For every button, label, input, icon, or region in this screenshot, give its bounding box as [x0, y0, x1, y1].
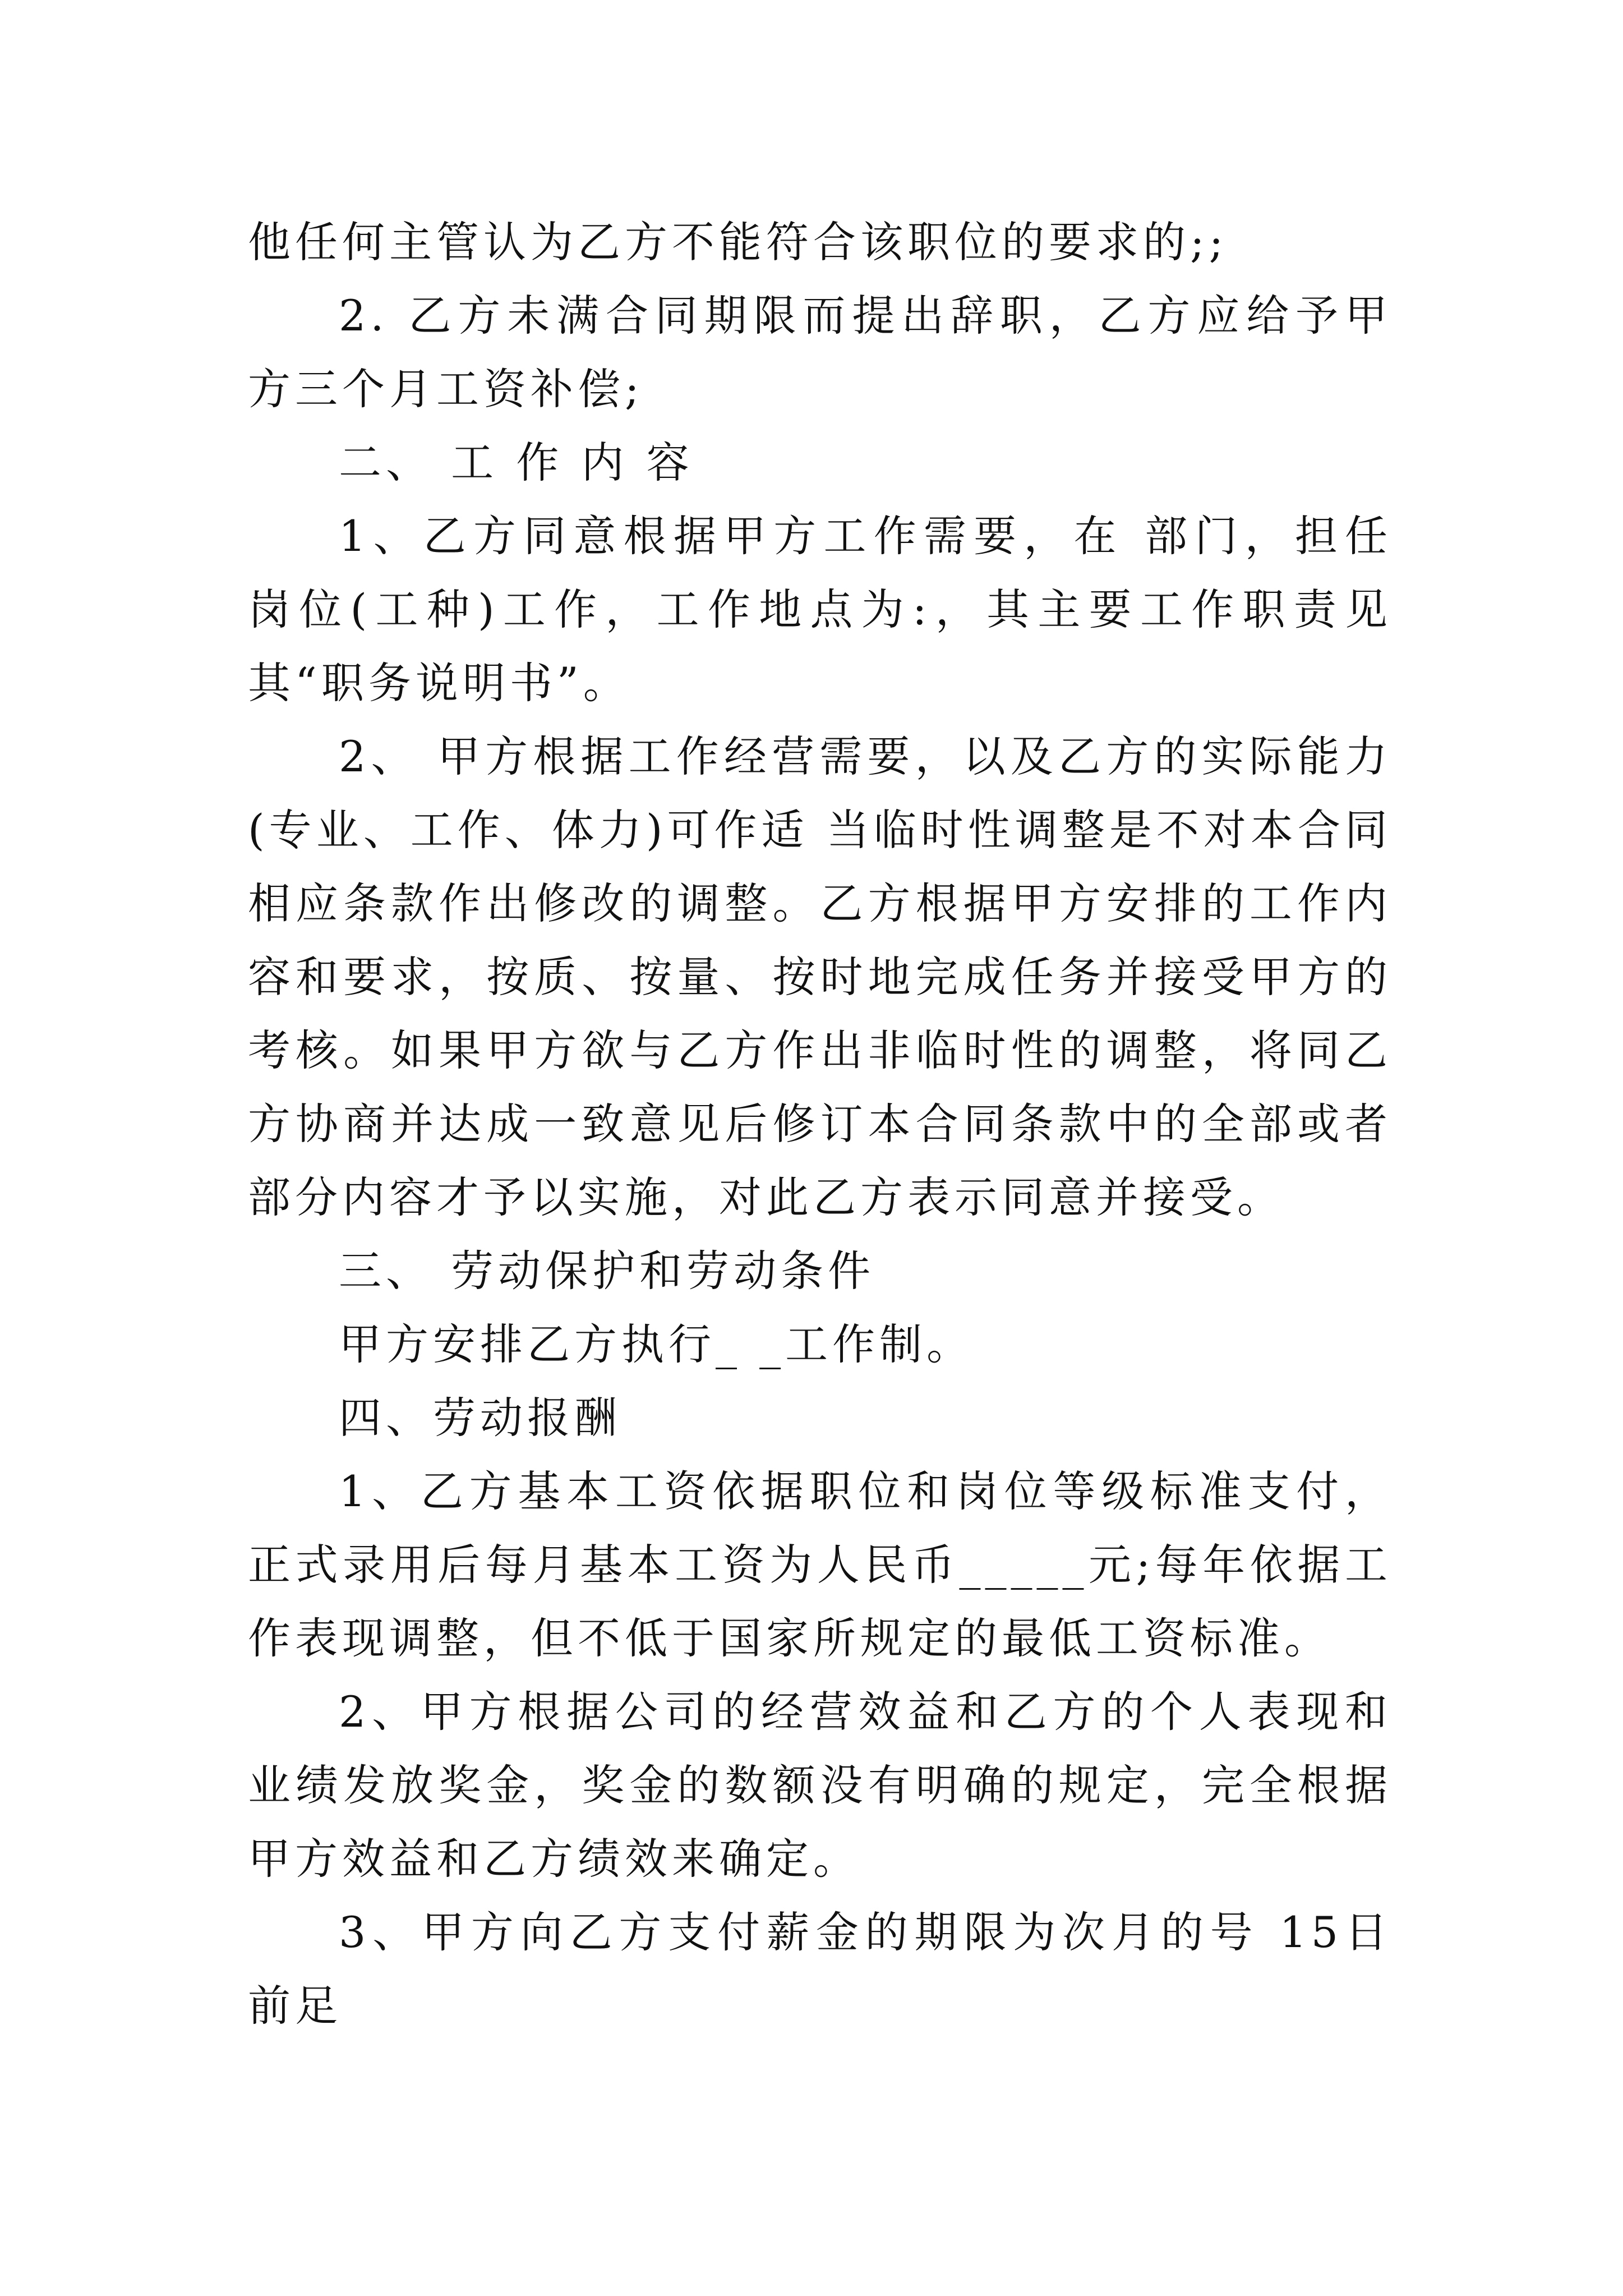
- paragraph-resignation-compensation: 2. 乙方未满合同期限而提出辞职，乙方应给予甲方三个月工资补偿;: [248, 291, 1392, 414]
- paragraph-payment-deadline: 3、甲方向乙方支付薪金的期限为次月的号 15日 前足: [248, 1907, 1392, 2031]
- paragraph-base-salary: 1、乙方基本工资依据职位和岗位等级标准支付，正式录用后每月基本工资为人民币_____元;每年依据工作表现调整，但不低于国家所规定的最低工资标准。: [248, 1466, 1392, 1663]
- paragraph-work-assignment: 1、乙方同意根据甲方工作需要，在 部门，担任 岗位(工种)工作，工作地点为:，其主要工作职责见其“职务说明书”。: [248, 511, 1392, 708]
- paragraph-continuation: 他任何主管认为乙方不能符合该职位的要求的;;: [248, 217, 1228, 267]
- contract-body: [248, 205, 1392, 2042]
- paragraph-work-system: 甲方安排乙方执行_ _工作制。: [339, 1319, 974, 1369]
- section-heading-remuneration: 四、劳动报酬: [339, 1393, 621, 1443]
- section-heading-labor-protection: 三、 劳动保护和劳动条件: [339, 1246, 875, 1296]
- paragraph-bonus: 2、甲方根据公司的经营效益和乙方的个人表现和业绩发放奖金，奖金的数额没有明确的规定，完全根据甲方效益和乙方绩效来确定。: [248, 1687, 1392, 1884]
- paragraph-work-adjustment: 2、 甲方根据工作经营需要，以及乙方的实际能力(专业、工作、体力)可作适 当临时性调整是不对本合同相应条款作出修改的调整。乙方根据甲方安排的工作内容和要求，按质、按量、按时地完成任务并接受甲方的考核。如果甲方欲与乙方作出非临时性的调整，将同乙方协商并达成一致意见后修订本合同条款中的全部或者部分内容才予以实施，对此乙方表示同意并接受。: [248, 731, 1392, 1222]
- section-heading-work-content: 二、 工 作 内 容: [339, 438, 694, 487]
